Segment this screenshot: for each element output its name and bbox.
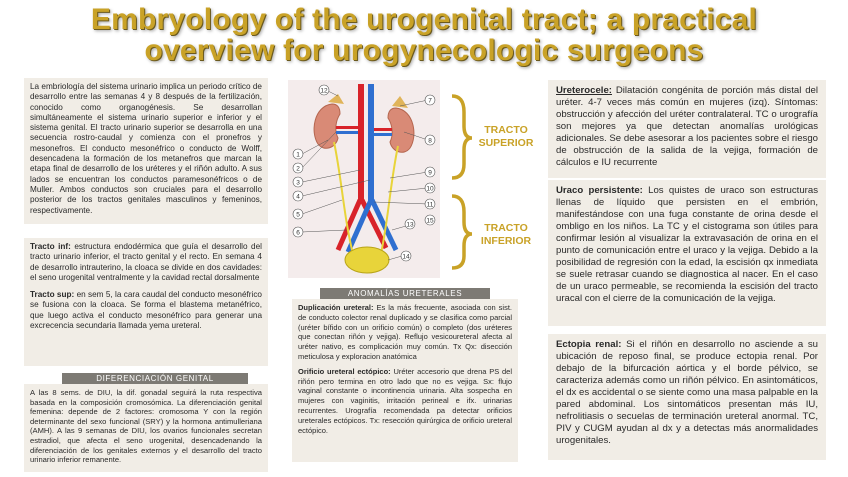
duplication-paragraph xyxy=(298,303,512,362)
genital-panel xyxy=(24,384,268,472)
svg-text:14: 14 xyxy=(402,253,410,261)
lower-brace-shape xyxy=(452,196,472,268)
tracts-panel xyxy=(24,238,268,366)
ureterocele-term: Ureterocele: xyxy=(556,85,612,96)
svg-text:8: 8 xyxy=(428,137,432,145)
marker-15 xyxy=(425,215,435,225)
upper-tract-label-line-2: SUPERIOR xyxy=(478,137,534,149)
duplication-term: Duplicación ureteral: xyxy=(298,303,374,312)
renal-ectopia-text: Si el riñón en desarrollo no asciende a su ubicación de reposo final, se produce ectopia renal. Por debajo de la bifurcación aórtica y el borde pélvico, se caracteriza además como un riñón pélvico. En asintomáticos, el dx es accidental o se siente como una masa palpable en la pared abdominal. Los sintomáticos presentan más IU, nefrolitiasis o secuelas de terminación ureteral anormal. TC, PIV y CUGM ayudan al dx y a detectas más anormalidades urogenitales. xyxy=(556,339,818,446)
ectopic-orifice-term: Orificio ureteral ectópico: xyxy=(298,366,391,376)
poster-title xyxy=(0,4,848,66)
tract-braces xyxy=(448,92,476,272)
ectopic-orifice-text: Uréter accesorio que drena PS del riñón pero termina en otro lado que no es vejiga. Sx: flujo vaginal constante o incontinencia urinaria. Alta sospecha en mujeres con vaginitis, irritación perineal e ifx. urinarias recurrentes. Urografía recomendada pa detectar orificios ureterales ectópicos. Tx: resección quirúrgica de orificio ureteral ectópico. xyxy=(298,366,512,435)
marker-9 xyxy=(425,167,435,177)
ectopic-orifice-paragraph xyxy=(298,367,512,436)
urachus-text: Los quistes de uraco son estructuras llenas de líquido que persisten en el embrión, manifestándose con una fuga constante de orina desde el ombligo en los niños. La TC y el cistograma son útiles para confirmar lesión al visualizar la extravasación de orina en el punto de comunicación entre el uraco y la vejiga. Debido a la posibilidad de regresión con la edad, la escisión qx inmediata se suele retrasar cuando se diagnostica al nacer. En el caso de un uraco permeable, se recomienda la escisión del tracto uracal con el cierre de la comunicación de la vejiga. xyxy=(556,185,818,304)
intro-text: La embriología del sistema urinario implica un periodo crítico de desarrollo entre las semanas 4 y 8 después de la fertilización, conocido como organogénesis. Se desarrollan simultáneamente el sistema urinario superior e inferior y el sistema genital. El tracto urinario superior se desarrolla en una secuencia rostro-caudal y comienza con el pronefros y mesonefros. El conducto mesonéfrico o conducto de Wolff, desencadena la formación de los metanefros que marcan la etapa final de desarrollo de los uréteres y el riñón adulto. A sus lados se encuentran los conductos paramesonéfricos o de Muller. Ambos conductos son cruciales para el desarrollo posterior de los tractos genitales masculinos y femeninos, respectivamente. xyxy=(30,82,262,215)
svg-text:15: 15 xyxy=(426,217,434,225)
vena-cava-shape xyxy=(368,84,374,202)
tracto-inf-text: estructura endodérmica que guía el desarrollo del tracto urinario inferior, el tracto genital y el recto. En semana 4 de desarrollo intrauterino, la cloaca se divide en dos cavidades: el seno urogenital ventralmente y la cavidad rectal dorsalmente xyxy=(30,242,262,282)
svg-text:11: 11 xyxy=(426,201,434,209)
urachus-term: Uraco persistente: xyxy=(556,185,643,196)
marker-3 xyxy=(293,177,303,187)
urogenital-anatomy-illustration xyxy=(288,80,440,278)
genital-banner-label: DIFERENCIACIÓN GENITAL xyxy=(96,374,214,383)
svg-text:9: 9 xyxy=(428,169,432,177)
intro-panel xyxy=(24,78,268,224)
upper-tract-label xyxy=(474,124,538,150)
tracto-inf-term: Tracto inf: xyxy=(30,242,71,251)
marker-7 xyxy=(425,95,435,105)
ureteral-anomalies-panel xyxy=(292,299,518,462)
svg-text:10: 10 xyxy=(426,185,434,193)
marker-11 xyxy=(425,199,435,209)
tracto-sup-paragraph xyxy=(30,290,262,331)
svg-text:1: 1 xyxy=(296,151,300,159)
ureteral-anomalies-banner-label: ANOMALÍAS URETERALES xyxy=(347,289,463,298)
svg-text:2: 2 xyxy=(296,165,300,173)
upper-brace-shape xyxy=(452,96,472,178)
svg-text:3: 3 xyxy=(296,179,300,187)
marker-2 xyxy=(293,163,303,173)
marker-4 xyxy=(293,191,303,201)
bladder-shape xyxy=(345,247,389,273)
marker-1 xyxy=(293,149,303,159)
lower-tract-label-line-1: TRACTO xyxy=(484,222,528,234)
marker-14 xyxy=(401,251,411,261)
marker-13 xyxy=(405,219,415,229)
upper-tract-label-line-1: TRACTO xyxy=(484,124,528,136)
tracto-sup-term: Tracto sup: xyxy=(30,290,75,300)
svg-text:5: 5 xyxy=(296,211,300,219)
svg-text:7: 7 xyxy=(428,97,432,105)
marker-12 xyxy=(319,85,329,95)
title-line-1: Embryology of the urogenital tract; a practical xyxy=(90,3,758,36)
svg-text:4: 4 xyxy=(296,193,300,201)
ureterocele-panel xyxy=(548,80,826,178)
lower-tract-label-line-2: INFERIOR xyxy=(480,235,532,247)
urachus-panel xyxy=(548,180,826,326)
renal-ectopia-panel xyxy=(548,334,826,460)
title-line-2: overview for urogynecologic surgeons xyxy=(144,34,704,67)
duplication-text: Es la más frecuente, asociada con sist. de conducto colector renal duplicado y se clasifica como parcial (uréter bífido con un orificio común) o completo (dos uréteres que conectan riñón y vejiga). Reflujo vesicoureteral afecta al uréter nativo, es complicación muy común. Tx Qx: disección meticulosa y exploracion anatómica xyxy=(298,303,512,361)
svg-text:6: 6 xyxy=(296,229,300,237)
marker-8 xyxy=(425,135,435,145)
marker-5 xyxy=(293,209,303,219)
urogenital-diagram xyxy=(288,80,440,278)
marker-6 xyxy=(293,227,303,237)
aorta-shape xyxy=(358,84,364,202)
svg-text:13: 13 xyxy=(406,221,414,229)
lower-tract-label xyxy=(474,222,538,248)
tracto-sup-text: en sem 5, la cara caudal del conducto mesonéfrico se fusiona con la cloaca. Se forma el blastema metanéfrico, que luego activa el conducto mesonéfrico para generar una excrecencia secundaria llamada yema ureteral. xyxy=(30,290,262,331)
marker-10 xyxy=(425,183,435,193)
genital-text: A las 8 sems. de DIU, la dif. gonadal seguirá la ruta respectiva basada en la composición cromosómica. La diferenciación genital femenina: depende de 2 factores: cromosoma Y con la región determinante del sexo funcional (SRY) y la hormona antimulleriana (AMH). A las 9 semanas de DIU, los ovarios funcionales secretan estradiol, que afecta el seno urogenital, desencadenando la diferenciación de los genitales externos y el desarrollo del tracto urinario inferior remanente. xyxy=(30,388,262,465)
ureterocele-text: Dilatación congénita de porción más distal del uréter. 4-7 veces más común en mujeres (izq). Síntomas: obstrucción y afección del uréter contralateral. TC o urografía son mejores ya que detectan anomalías urológicas adicionales. Se debe asesorar a los pacientes sobre el riesgo de obstrucción de la salida de la vejiga, formación de cálculos e IU recurrente xyxy=(556,85,818,168)
renal-ectopia-term: Ectopia renal: xyxy=(556,339,622,350)
svg-text:12: 12 xyxy=(320,87,328,95)
tracto-inf-paragraph xyxy=(30,242,262,283)
